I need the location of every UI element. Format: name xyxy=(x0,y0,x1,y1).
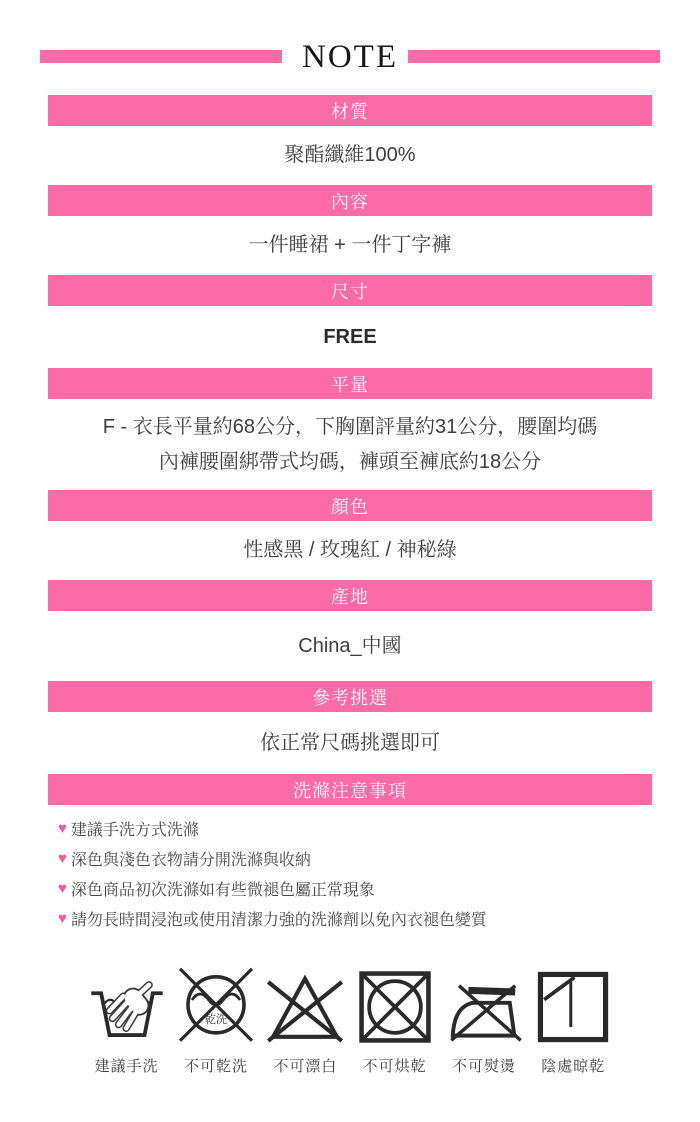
section-title-selection: 參考挑選 xyxy=(48,681,652,712)
dry-clean-inner-text: 乾洗 xyxy=(204,1014,228,1027)
care-cell-no-dry-clean xyxy=(171,948,260,1076)
origin-value: China_中國 xyxy=(298,634,402,657)
washing-note-text: 請勿長時間浸泡或使用清潔力強的洗滌劑以免內衣褪色變質 xyxy=(70,911,487,929)
measurement-line-2: 內褲腰圍綁帶式均碼，褲頭至褲底約18公分 xyxy=(158,450,542,473)
heart-icon: ♥ xyxy=(58,849,67,867)
care-label: 不可漂白 xyxy=(273,1058,338,1075)
section-content-contents xyxy=(48,216,652,275)
care-label: 不可乾洗 xyxy=(183,1058,248,1075)
washing-notes-list xyxy=(58,813,658,933)
no-dry-clean-icon xyxy=(176,948,256,1045)
washing-note-text: 建議手洗方式洗滌 xyxy=(70,821,199,839)
selection-value: 依正常尺碼挑選即可 xyxy=(260,731,440,754)
contents-value: 一件睡裙 + 一件丁字褲 xyxy=(248,234,452,256)
info-sections xyxy=(48,95,652,805)
section-title-measurements: 平量 xyxy=(48,368,652,399)
list-item xyxy=(58,813,658,843)
list-item xyxy=(58,873,658,903)
section-content-measurements xyxy=(48,399,652,490)
care-cell-hand-wash xyxy=(82,948,171,1076)
care-label: 陰處晾乾 xyxy=(541,1058,606,1075)
care-label: 不可熨燙 xyxy=(451,1058,516,1075)
care-symbols-row xyxy=(82,948,618,1076)
no-tumble-dry-icon xyxy=(357,948,433,1045)
care-label: 建議手洗 xyxy=(94,1058,159,1075)
no-bleach-icon xyxy=(264,948,346,1045)
measurement-line-1: F - 衣長平量約68公分，下胸圍評量約31公分，腰圍均碼 xyxy=(102,415,598,438)
heart-icon: ♥ xyxy=(58,879,67,897)
material-value: 聚酯纖維100% xyxy=(284,144,416,166)
washing-note-text: 深色商品初次洗滌如有些微褪色屬正常現象 xyxy=(70,881,375,899)
washing-note-text: 深色與淺色衣物請分開洗滌與收納 xyxy=(70,851,311,869)
size-value: FREE xyxy=(323,325,377,348)
dry-in-shade-icon xyxy=(536,948,610,1045)
header-right-bar xyxy=(408,50,660,63)
section-content-material xyxy=(48,126,652,185)
care-label: 不可烘乾 xyxy=(362,1058,427,1075)
hand-wash-icon xyxy=(89,948,165,1045)
section-title-washing: 洗滌注意事項 xyxy=(48,774,652,805)
section-content-color xyxy=(48,521,652,580)
heart-icon: ♥ xyxy=(58,819,67,837)
color-value: 性感黑 / 玫瑰紅 / 神秘綠 xyxy=(243,539,457,561)
section-content-selection xyxy=(48,712,652,774)
section-title-color: 顏色 xyxy=(48,490,652,521)
section-title-material: 材質 xyxy=(48,95,652,126)
heart-icon: ♥ xyxy=(58,909,67,927)
section-title-size: 尺寸 xyxy=(48,275,652,306)
care-cell-no-tumble-dry xyxy=(350,948,439,1076)
no-iron-icon xyxy=(445,948,523,1045)
care-cell-dry-in-shade xyxy=(529,948,618,1076)
section-content-size xyxy=(48,306,652,368)
page-title: NOTE xyxy=(302,39,398,75)
list-item xyxy=(58,843,658,873)
section-title-contents: 內容 xyxy=(48,185,652,216)
section-title-origin: 產地 xyxy=(48,580,652,611)
care-cell-no-bleach xyxy=(261,948,350,1076)
care-cell-no-iron xyxy=(439,948,528,1076)
list-item xyxy=(58,903,658,933)
section-content-origin xyxy=(48,611,652,681)
